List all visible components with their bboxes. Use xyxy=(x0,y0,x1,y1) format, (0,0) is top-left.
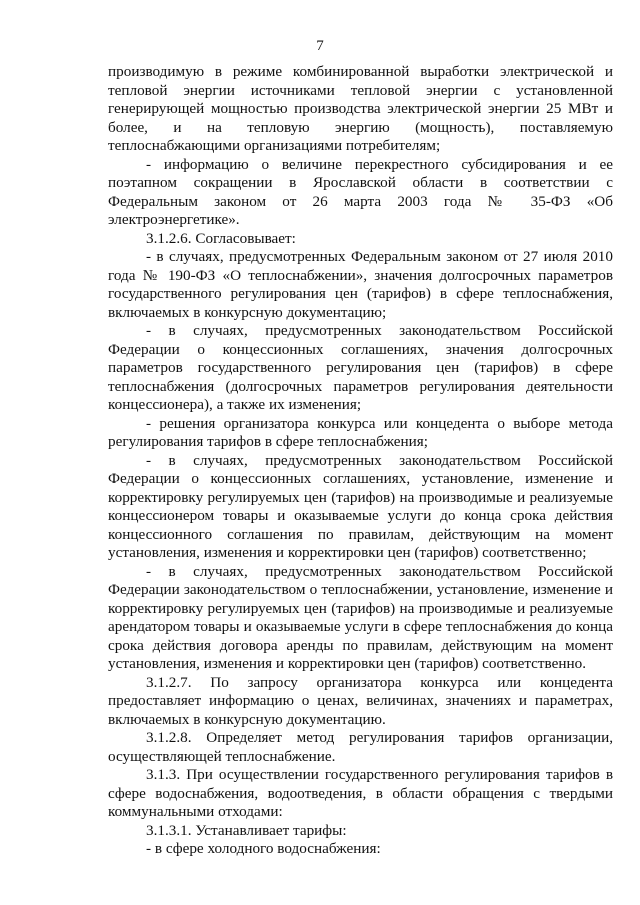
paragraph: - в случаях, предусмотренных законодательством Российской Федерации о концессионных соглашениях, установление, изменение и корректировку регулируемых цен (тарифов) на производимые и реализуемые концессионером товары и оказываемые услуги до конца срока действия концессионного соглашения по правилам, действующим на момент установления, изменения и корректировки цен (тарифов) соответственно; xyxy=(108,451,613,561)
paragraph: - в случаях, предусмотренных Федеральным законом от 27 июля 2010 года № 190-ФЗ «О теплоснабжении», значения долгосрочных параметров государственного регулирования цен (тарифов) в сфере теплоснабжения, включаемых в конкурсную документацию; xyxy=(108,248,613,321)
paragraph: - информацию о величине перекрестного субсидирования и ее поэтапном сокращении в Ярославской области в соответствии с Федеральным законом от 26 марта 2003 года № 35-ФЗ «Об электроэнергетике». xyxy=(108,155,613,228)
paragraph: 3.1.2.8. Определяет метод регулирования тарифов организации, осуществляющей теплоснабжение. xyxy=(108,729,613,765)
paragraph: - в случаях, предусмотренных законодательством Российской Федерации о концессионных соглашениях, значения долгосрочных параметров государственного регулирования цен (тарифов) в сфере теплоснабжения (долгосрочных параметров регулирования деятельности концессионера), а также их изменения; xyxy=(108,322,613,413)
page-number: 7 xyxy=(316,38,324,54)
paragraph: - в случаях, предусмотренных законодательством Российской Федерации законодательством о теплоснабжении, установление, изменение и корректировку регулируемых цен (тарифов) на производимые и реализуемые арендатором товары и оказываемые услуги в сфере теплоснабжения до конца срока действия договора аренды по правилам, действующим на момент установления, изменения и корректировки цен (тарифов) соответственно. xyxy=(108,562,613,672)
paragraph: производимую в режиме комбинированной выработки электрической и тепловой энергии источниками тепловой энергии с установленной генерирующей мощностью производства электрической энергии 25 МВт и более, и на тепловую энергию (мощность), поставляемую теплоснабжающими организациями потребителям; xyxy=(108,63,613,154)
section-heading: 3.1.2.6. Согласовывает: xyxy=(146,229,296,247)
section-heading: 3.1.3.1. Устанавливает тарифы: xyxy=(146,821,347,839)
paragraph: - решения организатора конкурса или концедента о выборе метода регулирования тарифов в сфере теплоснабжения; xyxy=(108,414,613,450)
paragraph: - в сфере холодного водоснабжения: xyxy=(146,840,381,857)
paragraph: 3.1.3. При осуществлении государственного регулирования тарифов в сфере водоснабжения, водоотведения, в области обращения с твердыми коммунальными отходами: xyxy=(108,766,613,820)
paragraph: 3.1.2.7. По запросу организатора конкурса или концедента предоставляет информацию о ценах, величинах, значениях и параметрах, включаемых в конкурсную документацию. xyxy=(108,673,613,728)
document-body xyxy=(108,63,613,859)
